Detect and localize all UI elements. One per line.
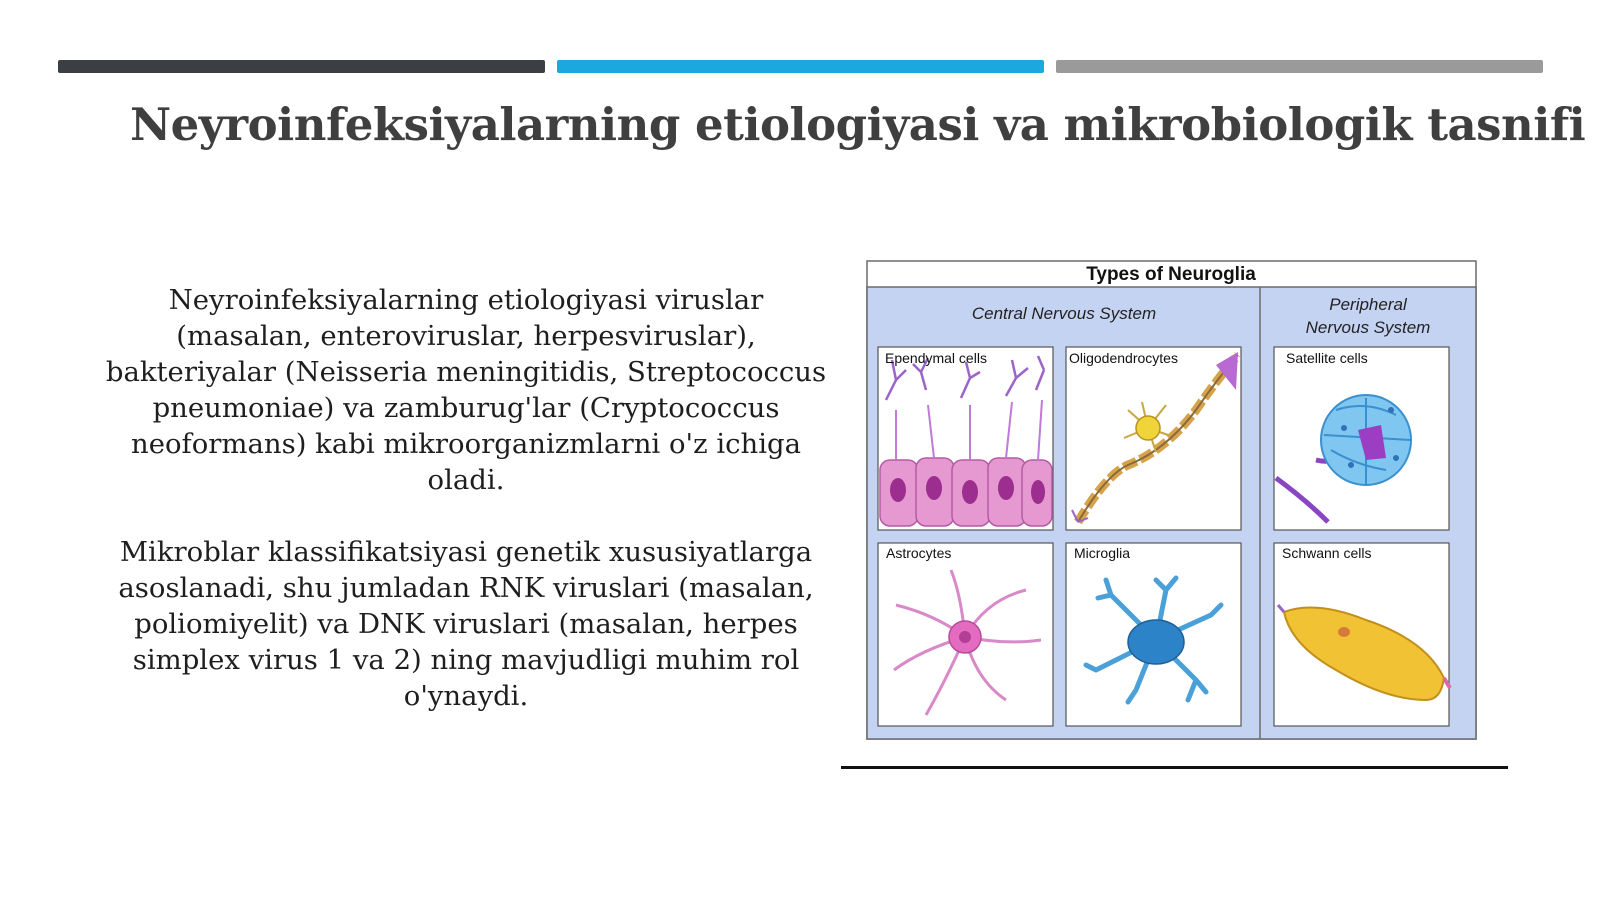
astrocytes-label: Astrocytes	[886, 545, 952, 561]
header-bar-blue	[557, 60, 1044, 73]
astrocytes-panel	[878, 543, 1053, 726]
schwann-panel	[1274, 543, 1450, 726]
ependymal-panel	[878, 347, 1053, 530]
microglia-label: Microglia	[1074, 545, 1131, 561]
figure-underline	[841, 766, 1508, 769]
header-bar-gray	[1056, 60, 1543, 73]
oligodendrocytes-label: Oligodendrocytes	[1069, 350, 1178, 366]
paragraph-etiology: Neyroinfeksiyalarning etiologiyasi viruslar (masalan, enteroviruslar, herpesviruslar), bakteriyalar (Neisseria meningitidis, Streptococcus pneumoniae) va zamburug'lar (Cryptococcus neoformans) kabi mikroorganizmlarni o'z ichiga oladi.	[105, 284, 827, 496]
figure-title: Types of Neuroglia	[1086, 264, 1256, 285]
pns-label-line2: Nervous System	[1305, 318, 1431, 337]
pns-label-line1: Peripheral	[1329, 295, 1407, 314]
slide-title: Neyroinfeksiyalarning etiologiyasi va mikrobiologik tasnifi	[130, 98, 1586, 151]
paragraph-classification: Mikroblar klassifikatsiyasi genetik xususiyatlarga asoslanadi, shu jumladan RNK viruslari (masalan, poliomiyelit) va DNK viruslari (masalan, herpes simplex virus 1 va 2) ning mavjudligi muhim rol o'ynaydi.	[118, 536, 814, 712]
satellite-label: Satellite cells	[1286, 350, 1368, 366]
microglia-panel	[1066, 543, 1241, 726]
schwann-label: Schwann cells	[1282, 545, 1372, 561]
satellite-panel	[1274, 347, 1449, 530]
ependymal-label: Ependymal cells	[885, 350, 987, 366]
cns-label: Central Nervous System	[971, 304, 1157, 323]
neuroglia-figure	[866, 260, 1477, 740]
oligodendrocytes-panel	[1066, 347, 1241, 530]
header-bar-dark	[58, 60, 545, 73]
